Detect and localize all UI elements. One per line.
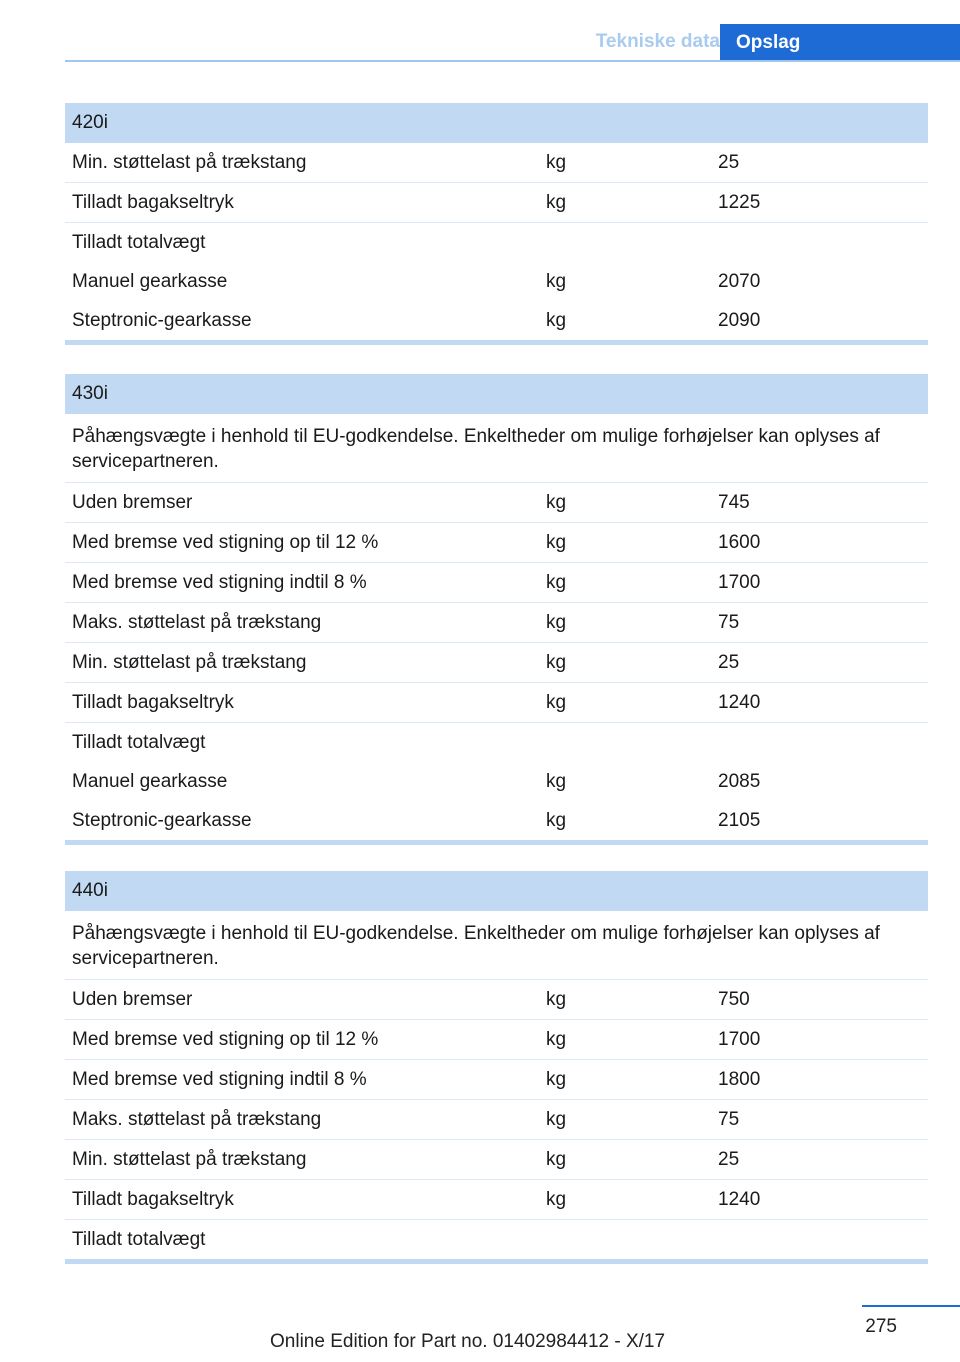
row-value: 1700 (718, 1028, 761, 1050)
spec-table-440i (65, 871, 928, 1264)
table-row (65, 643, 928, 683)
row-unit: kg (546, 611, 567, 633)
table-row (65, 262, 928, 301)
row-label: Maks. støttelast på trækstang (72, 1108, 322, 1130)
table-row (65, 483, 928, 523)
row-unit: kg (546, 151, 567, 173)
row-value: 1600 (718, 531, 761, 553)
row-label: Maks. støttelast på trækstang (72, 611, 322, 633)
row-unit: kg (546, 531, 567, 553)
table-row (65, 143, 928, 183)
row-unit: kg (546, 270, 567, 292)
page-header (65, 24, 960, 62)
row-value: 2085 (718, 770, 761, 792)
table-row (65, 223, 928, 262)
table-row (65, 980, 928, 1020)
row-value: 1700 (718, 571, 761, 593)
table-row (65, 301, 928, 340)
row-value: 75 (718, 611, 740, 633)
row-label: Steptronic-gearkasse (72, 809, 252, 831)
row-label: Min. støttelast på trækstang (72, 651, 307, 673)
row-unit: kg (546, 571, 567, 593)
chapter-tab: Opslag (720, 24, 960, 62)
table-note: Påhængsvægte i henhold til EU-godkendelse. Enkeltheder om mulige forhøjelser kan oplyses af servicepartneren. (65, 911, 928, 980)
row-unit: kg (546, 651, 567, 673)
row-label: Med bremse ved stigning indtil 8 % (72, 1068, 367, 1090)
row-label: Min. støttelast på trækstang (72, 1148, 307, 1170)
row-unit: kg (546, 191, 567, 213)
table-row (65, 603, 928, 643)
section-tab: Tekniske data (595, 31, 720, 52)
row-value: 2070 (718, 270, 761, 292)
row-value: 750 (718, 988, 750, 1010)
row-label: Manuel gearkasse (72, 270, 228, 292)
row-value: 25 (718, 1148, 740, 1170)
row-value: 75 (718, 1108, 740, 1130)
table-end-rule (65, 340, 928, 345)
row-label: Steptronic-gearkasse (72, 309, 252, 331)
table-row (65, 801, 928, 840)
edition-text: Online Edition for Part no. 01402984412 - X/17 (270, 1331, 666, 1352)
row-value: 2090 (718, 309, 761, 331)
table-row (65, 1220, 928, 1259)
row-value: 1240 (718, 691, 761, 713)
row-label: Med bremse ved stigning indtil 8 % (72, 571, 367, 593)
row-unit: kg (546, 1028, 567, 1050)
table-row (65, 1140, 928, 1180)
row-unit: kg (546, 809, 567, 831)
row-label: Uden bremser (72, 491, 193, 513)
row-label: Tilladt bagakseltryk (72, 191, 234, 213)
table-row (65, 1060, 928, 1100)
table-title: 440i (65, 871, 928, 911)
table-note: Påhængsvægte i henhold til EU-godkendelse. Enkeltheder om mulige forhøjelser kan oplyses af servicepartneren. (65, 414, 928, 483)
spec-table-430i (65, 374, 928, 845)
table-end-rule (65, 840, 928, 845)
table-row (65, 762, 928, 801)
footer-rule (862, 1305, 960, 1307)
row-unit: kg (546, 1068, 567, 1090)
row-unit: kg (546, 491, 567, 513)
table-row (65, 1180, 928, 1220)
table-row (65, 1100, 928, 1140)
spec-table-420i (65, 103, 928, 345)
row-value: 2105 (718, 809, 761, 831)
row-value: 25 (718, 651, 740, 673)
row-label: Tilladt totalvægt (72, 731, 206, 753)
row-value: 1800 (718, 1068, 761, 1090)
row-label: Tilladt totalvægt (72, 231, 206, 253)
table-title: 420i (65, 103, 928, 143)
row-value: 1225 (718, 191, 761, 213)
row-value: 745 (718, 491, 750, 513)
row-unit: kg (546, 309, 567, 331)
row-unit: kg (546, 988, 567, 1010)
table-row (65, 183, 928, 223)
row-label: Med bremse ved stigning op til 12 % (72, 531, 379, 553)
table-row (65, 563, 928, 603)
table-row (65, 723, 928, 762)
row-label: Uden bremser (72, 988, 193, 1010)
row-label: Tilladt bagakseltryk (72, 691, 234, 713)
row-unit: kg (546, 1148, 567, 1170)
row-label: Med bremse ved stigning op til 12 % (72, 1028, 379, 1050)
page-number: 275 (865, 1316, 897, 1337)
table-row (65, 1020, 928, 1060)
table-title: 430i (65, 374, 928, 414)
table-row (65, 523, 928, 563)
row-label: Tilladt totalvægt (72, 1228, 206, 1250)
row-value: 1240 (718, 1188, 761, 1210)
row-unit: kg (546, 1188, 567, 1210)
row-label: Manuel gearkasse (72, 770, 228, 792)
row-value: 25 (718, 151, 740, 173)
row-unit: kg (546, 770, 567, 792)
row-unit: kg (546, 1108, 567, 1130)
header-divider (65, 60, 960, 62)
table-row (65, 683, 928, 723)
table-end-rule (65, 1259, 928, 1264)
row-label: Tilladt bagakseltryk (72, 1188, 234, 1210)
row-label: Min. støttelast på trækstang (72, 151, 307, 173)
row-unit: kg (546, 691, 567, 713)
